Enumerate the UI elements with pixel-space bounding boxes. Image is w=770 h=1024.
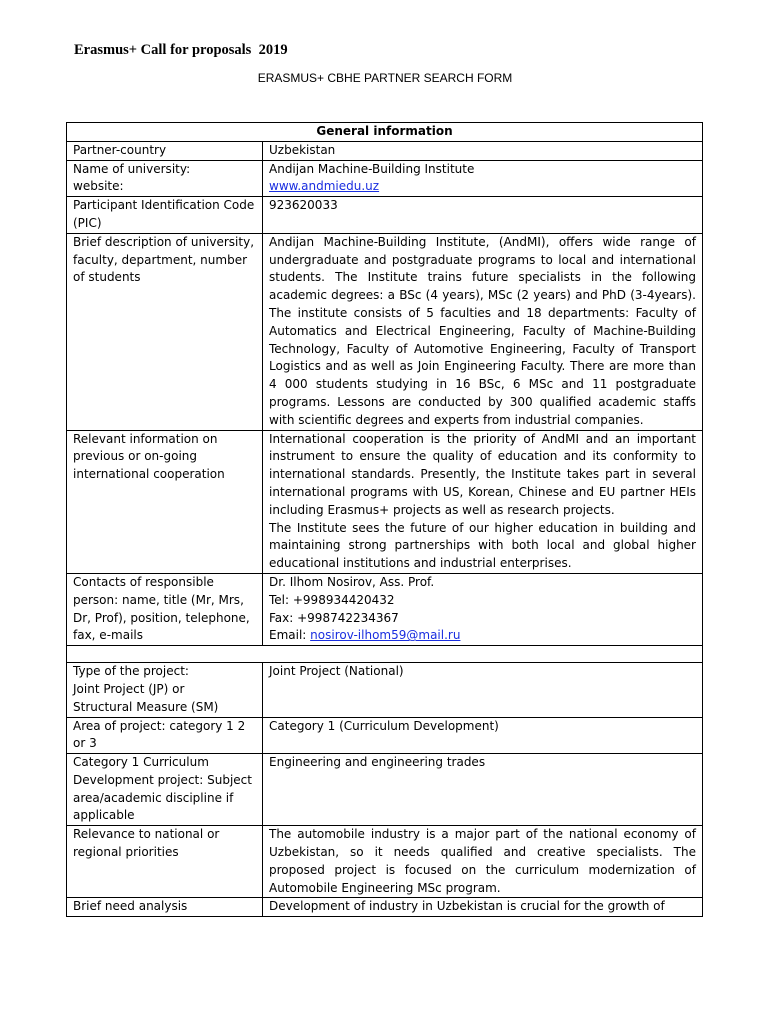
contact-email-prefix: Email: <box>269 628 311 643</box>
cooperation-paragraph-2: The Institute sees the future of our higher education in building and maintaining strong partnerships with both local and global higher educational institutions and industrial enterprises. <box>269 520 696 571</box>
contact-tel: Tel: +998934420432 <box>269 592 395 607</box>
project-type-row <box>67 663 703 717</box>
description-label: Brief description of university, faculty, department, number of students <box>67 233 263 430</box>
description-value: Andijan Machine-Building Institute, (AndMI), offers wide range of undergraduate and postgraduate programs to local and international students. The Institute trains future specialists in the following academic degrees: a BSc (4 years), MSc (2 years) and PhD (3-4years). The institute consists of 5 faculties and 18 departments: Faculty of Automatics and Electrical Engineering, Faculty of Machine-Building Technology, Faculty of Automotive Engineering, Faculty of Transport Logistics and as well as Join Engineering Faculty. There are more than 4 000 students studying in 16 BSc, 6 MSc and 11 postgraduate programs. Lessons are conducted by 300 qualified academic staffs with scientific degrees and experts from industrial companies. <box>263 233 703 430</box>
university-row <box>67 160 703 197</box>
relevance-row <box>67 826 703 898</box>
university-label: Name of university: website: <box>67 160 263 197</box>
category1-value: Engineering and engineering trades <box>263 754 703 826</box>
need-analysis-label: Brief need analysis <box>67 898 263 917</box>
description-row <box>67 233 703 430</box>
project-type-value: Joint Project (National) <box>263 663 703 717</box>
contact-email-line <box>269 627 696 645</box>
university-name: Andijan Machine-Building Institute <box>269 161 475 176</box>
contact-fax: Fax: +998742234367 <box>269 610 399 625</box>
relevance-value: The automobile industry is a major part of the national economy of Uzbekistan, so it needs qualified and creative specialists. The proposed project is focused on the curriculum modernization of Automobile Engineering MSc program. <box>263 826 703 898</box>
pic-row <box>67 197 703 234</box>
pic-label: Participant Identification Code (PIC) <box>67 197 263 234</box>
category1-label: Category 1 Curriculum Development project: Subject area/academic discipline if applicable <box>67 754 263 826</box>
project-area-value: Category 1 (Curriculum Development) <box>263 717 703 754</box>
category1-row <box>67 754 703 826</box>
spacer-cell <box>67 646 703 663</box>
website-link[interactable]: www.andmiedu.uz <box>269 179 380 194</box>
university-value-cell <box>263 160 703 197</box>
general-info-heading: General information <box>67 123 703 142</box>
call-title: Erasmus+ Call for proposals 2019 <box>74 42 288 58</box>
partner-country-label: Partner-country <box>67 141 263 160</box>
contacts-value-cell <box>263 573 703 645</box>
project-area-row <box>67 717 703 754</box>
general-info-header-row <box>67 123 703 142</box>
need-analysis-row <box>67 898 703 917</box>
project-type-label: Type of the project: Joint Project (JP) or Structural Measure (SM) <box>67 663 263 717</box>
contact-name: Dr. Ilhom Nosirov, Ass. Prof. <box>269 574 435 589</box>
contact-email-link[interactable]: nosirov-ilhom59@mail.ru <box>310 628 461 643</box>
contacts-label: Contacts of responsible person: name, title (Mr, Mrs, Dr, Prof), position, telephone, fax, e-mails <box>67 573 263 645</box>
partner-country-value: Uzbekistan <box>263 141 703 160</box>
form-title: ERASMUS+ CBHE PARTNER SEARCH FORM <box>257 71 513 85</box>
spacer-row <box>67 646 703 663</box>
need-analysis-value: Development of industry in Uzbekistan is crucial for the growth of <box>263 898 703 917</box>
pic-value: 923620033 <box>263 197 703 234</box>
cooperation-label: Relevant information on previous or on-going international cooperation <box>67 430 263 573</box>
contacts-row <box>67 573 703 645</box>
cooperation-paragraph-1: International cooperation is the priority of AndMI and an important instrument to ensure the quality of education and its conformity to international standards. Presently, the Institute takes part in several international programs with US, Korean, Chinese and EU partner HEIs including Erasmus+ projects as well as research projects. <box>269 431 696 517</box>
project-area-label: Area of project: category 1 2 or 3 <box>67 717 263 754</box>
partner-country-row <box>67 141 703 160</box>
partner-search-form-table <box>66 122 703 917</box>
cooperation-value-cell <box>263 430 703 573</box>
cooperation-row <box>67 430 703 573</box>
relevance-label: Relevance to national or regional priorities <box>67 826 263 898</box>
